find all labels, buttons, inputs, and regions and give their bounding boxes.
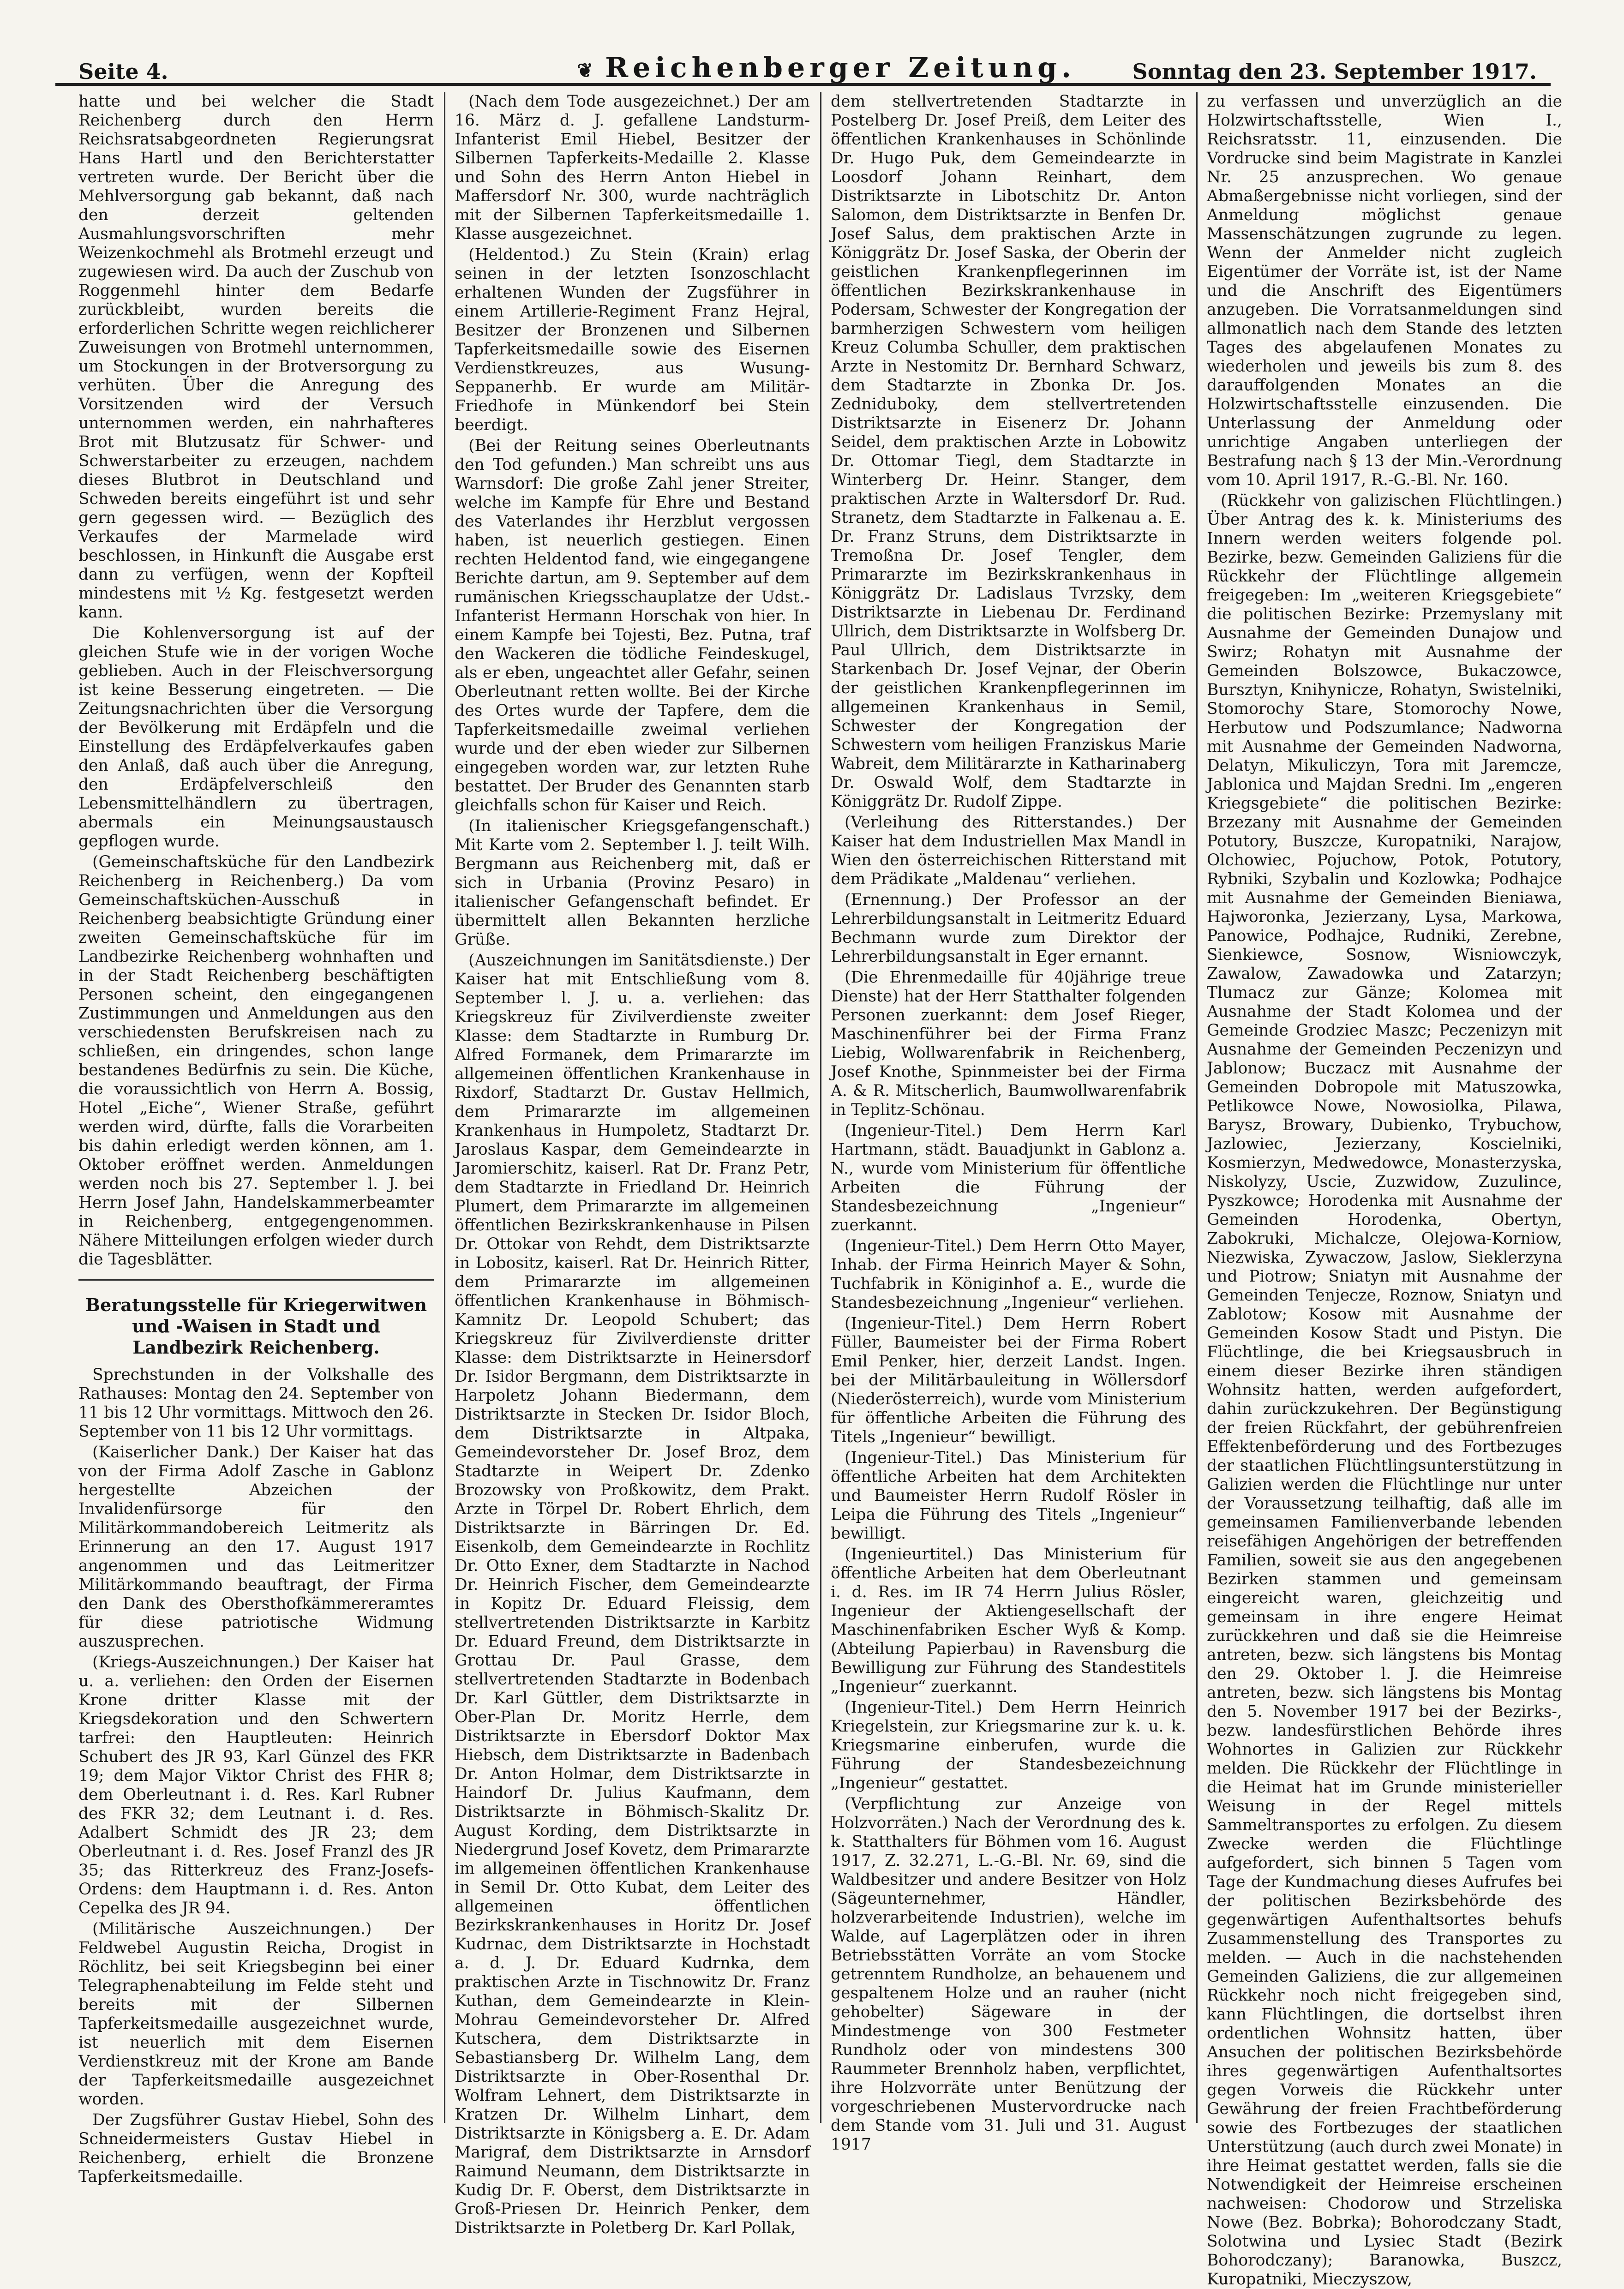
article-paragraph: (Verpflichtung zur Anzeige von Holzvorräten.) Nach der Verordnung des k. k. Statthalters für Böhmen vom 16. August 1917, Z. 32.271, L.-G.-Bl. Nr. 69, sind die Waldbesitzer und andere Besitzer von Holz (Sägeunternehmer, Händler, holzverarbeitende Industrien), welche im Walde, auf Lagerplätzen oder in ihren Betriebsstätten Vorräte an vom Stocke getrenntem Rundholze, an behauenem und gespaltenem Holze und an rauher (nicht gehobelter) Sägeware in der Mindestmenge von 300 Festmeter Rundholz oder von mindestens 300 Raummeter Brennholz haben, verpflichtet, ihre Holzvorräte unter Benützung der vorgeschriebenen Mustervordrucke nach dem Stande vom 31. Juli und 31. August 1917 (831, 1795, 1186, 2154)
article-paragraph: hatte und bei welcher die Stadt Reichenberg durch den Herrn Reichsratsabgeordneten Regierungsrat Hans Hartl und den Berichterstatter vertreten wurde. Der Bericht über die Mehlversorgung gab bekannt, daß nach den derzeit geltenden Ausmahlungsvorschriften mehr Weizenkochmehl als Brotmehl erzeugt und zugewiesen wird. Da auch der Zuschub von Roggenmehl hinter dem Bedarfe zurückbleibt, wurden bereits die erforderlichen Schritte wegen reichlicherer Zuweisungen von Brotmehl unternommen, um Stockungen in der Brotversorgung zu verhüten. Über die Anregung des Vorsitzenden wird der Versuch unternommen werden, ein nahrhafteres Brot mit Blutzusatz für Schwer- und Schwerstarbeiter zu erzeugen, nachdem dieses Blutbrot in Deutschland und Schweden bereits eingeführt ist und sehr gern gegessen wird. — Bezüglich des Verkaufes der Marmelade wird beschlossen, in Hinkunft die Ausgabe erst dann zu verfügen, wenn der Kopfteil mindestens mit ½ Kg. festgesetzt werden kann. (78, 92, 434, 622)
section-heading: Beratungsstelle für Kriegerwitwen und -Waisen in Stadt und Landbezirk Reichenberg. (78, 1279, 434, 1358)
column-divider (1196, 92, 1198, 2123)
article-paragraph: Sprechstunden in der Volkshalle des Rathauses: Montag den 24. September von 11 bis 12 Uhr vormittags. Mittwoch den 26. September von 11 bis 12 Uhr vormittags. (78, 1366, 434, 1441)
article-paragraph: (Militärische Auszeichnungen.) Der Feldwebel Augustin Reicha, Drogist in Röchlitz, bei seit Kriegsbeginn bei einer Telegraphenabteilung im Felde steht und bereits mit der Silbernen Tapferkeitsmedaille ausgezeichnet wurde, ist neuerlich mit dem Eisernen Verdienstkreuz mit der Krone am Bande der Tapferkeitsmedaille ausgezeichnet worden. (78, 1920, 434, 2109)
article-paragraph: (Auszeichnungen im Sanitätsdienste.) Der Kaiser hat mit Entschließung vom 8. September l. J. u. a. verliehen: das Kriegskreuz für Zivilverdienste zweiter Klasse: dem Stadtarzte in Rumburg Dr. Alfred Formanek, dem Primararzte im allgemeinen öffentlichen Krankenhause in Rixdorf, Stadtarzt Dr. Gustav Hellmich, dem Primararzte im allgemeinen Krankenhaus in Humpoletz, Stadtarzt Dr. Jaroslaus Kaspar, dem Gemeindearzte in Jaromierschitz, kaiserl. Rat Dr. Franz Petr, dem Stadtarzte in Friedland Dr. Heinrich Plumert, dem Primararzte im allgemeinen öffentlichen Bezirkskrankenhause in Pilsen Dr. Ottokar von Rehdt, dem Distriktsarzte in Lobositz, kaiserl. Rat Dr. Heinrich Ritter, dem Primararzte im allgemeinen öffentlichen Krankenhause in Böhmisch-Kamnitz Dr. Leopold Schubert; das Kriegskreuz für Zivilverdienste dritter Klasse: dem Distriktsarzte in Heinersdorf Dr. Isidor Bergmann, dem Distriktsarzte in Harpoletz Johann Biedermann, dem Distriktsarzte in Stecken Dr. Isidor Bloch, dem Distriktsarzte in Altpaka, Gemeindevorsteher Dr. Josef Broz, dem Stadtarzte in Weipert Dr. Zdenko Brozowsky von Proßkowitz, dem Prakt. Arzte in Törpel Dr. Robert Ehrlich, dem Distriktsarzte in Bärringen Dr. Ed. Eisenkolb, dem Gemeindearzte in Rochlitz Dr. Otto Exner, dem Stadtarzte in Nachod Dr. Heinrich Fischer, dem Gemeindearzte in Kopitz Dr. Eduard Fleissig, dem stellvertretenden Distriktsarzte in Karbitz Dr. Eduard Freund, dem Distriktsarzte in Grottau Dr. Paul Grasse, dem stellvertretenden Stadtarzte in Bodenbach Dr. Karl Güttler, dem Distriktsarzte in Ober-Plan Dr. Moritz Herrle, dem Distriktsarzte in Ebersdorf Doktor Max Hiebsch, dem Distriktsarzte in Badenbach Dr. Anton Holmar, dem Distriktsarzte in Haindorf Dr. Julius Kaufmann, dem Distriktsarzte in Böhmisch-Skalitz Dr. August Kording, dem Distriktsarzte in Niedergrund Josef Kovetz, dem Primararzte im allgemeinen öffentlichen Krankenhause in Semil Dr. Otto Kubat, dem Leiter des allgemeinen öffentlichen Bezirkskrankenhauses in Horitz Dr. Josef Kudrnac, dem Distriktsarzte in Hochstadt a. d. J. Dr. Eduard Kudrnka, dem praktischen Arzte in Tischnowitz Dr. Franz Kuthan, dem Gemeindearzte in Klein-Mohrau Gemeindevorsteher Dr. Alfred Kutschera, dem Distriktsarzte in Sebastiansberg Dr. Wilhelm Lang, dem Distriktsarzte in Ober-Rosenthal Dr. Wolfram Lehnert, dem Distriktsarzte in Kratzen Dr. Wilhelm Linhart, dem Distriktsarzte in Königsberg a. E. Dr. Adam Marigraf, dem Distriktsarzte in Arnsdorf Raimund Neumann, dem Distriktsarzte in Kudig Dr. F. Oberst, dem Distriktsarzte in Groß-Priesen Dr. Heinrich Penker, dem Distriktsarzte in Poletberg Dr. Karl Pollak, (455, 951, 810, 2237)
article-paragraph: (Nach dem Tode ausgezeichnet.) Der am 16. März d. J. gefallene Landsturm-Infanterist Emil Hiebel, Besitzer der Silbernen Tapferkeits-Medaille 2. Klasse und Sohn des Herrn Anton Hiebel in Maffersdorf Nr. 300, wurde nachträglich mit der Silbernen Tapferkeitsmedaille 1. Klasse ausgezeichnet. (455, 92, 810, 243)
column-divider (820, 92, 821, 2123)
newspaper-name: Reichenberger Zeitung. (605, 52, 1076, 84)
article-paragraph: zu verfassen und unverzüglich an die Holzwirtschaftsstelle, Wien I., Reichsratsstr. 11, einzusenden. Die Vordrucke sind beim Magistrate in Kanzlei Nr. 25 anzusprechen. Wo genaue Abmaßergebnisse nicht vorliegen, sind der Anmeldung möglichst genaue Massenschätzungen zugrunde zu legen. Wenn der Anmelder nicht zugleich Eigentümer der Vorräte ist, ist der Name und die Anschrift des Eigentümers anzugeben. Die Vorratsanmeldungen sind allmonatlich nach dem Stande des letzten Tages des abgelaufenen Monates zu wiederholen und jeweils bis zum 8. des darauffolgenden Monates an die Holzwirtschaftsstelle einzusenden. Die Unterlassung der Anmeldung oder unrichtige Angaben unterliegen der Bestrafung nach § 13 der Min.-Verordnung vom 10. April 1917, R.-G.-Bl. Nr. 160. (1207, 92, 1562, 489)
newspaper-title (577, 52, 1076, 84)
masthead (55, 32, 1551, 86)
newspaper-page (55, 32, 1562, 2289)
article-paragraph: (Rückkehr von galizischen Flüchtlingen.) Über Antrag des k. k. Ministeriums des Innern werden weiters folgende pol. Bezirke, bezw. Gemeinden Galiziens für die Rückkehr der Flüchtlinge allgemein freigegeben: Im „weiteren Kriegsgebiete“ die politischen Bezirke: Przemyslany mit Ausnahme der Gemeinden Dunajow und Swirz; Rohatyn mit Ausnahme der Gemeinden Bolszowce, Bukaczowce, Bursztyn, Knihynicze, Rohatyn, Swistelniki, Stomorochy Stare, Stomorochy Nowe, Herbutow und Podszumlance; Nadworna mit Ausnahme der Gemeinden Nadworna, Delatyn, Mikuliczyn, Tora mit Jaremcze, Jablonica und Majdan Sredni. Im „engeren Kriegsgebiete“ die politischen Bezirke: Brzezany mit Ausnahme der Gemeinden Potutory, Buszcze, Kuropatniki, Narajow, Olchowiec, Pojuchow, Potok, Potutory, Rybniki, Szybalin und Kozlowka; Podhajce mit Ausnahme der Gemeinden Bieniawa, Hajworonka, Jezierzany, Lysa, Markowa, Panowice, Podhajce, Rudniki, Zerebne, Sienkiewce, Sosnow, Wisniowczyk, Zawalow, Zawadowka und Zatarzyn; Tlumacz zur Gänze; Kolomea mit Ausnahme der Stadt Kolomea und der Gemeinde Grodziec Maszc; Peczenizyn mit Ausnahme der Gemeinden Peczenizyn und Jablonow; Buczacz mit Ausnahme der Gemeinden Dobropole mit Matuszowka, Petlikowce Nowe, Nowosiolka, Pilawa, Barysz, Browary, Dubienko, Trybuchow, Jazlowiec, Jezierzany, Koscielniki, Kosmierzyn, Medwedowce, Monasterzyska, Niskolyzy, Uscie, Zuzwidow, Zuzulince, Pyszkowce; Horodenka mit Ausnahme der Gemeinden Horodenka, Obertyn, Zabokruki, Michalcze, Olejowa-Korniow, Niezwiska, Zywaczow, Jaslow, Sieklerzyna und Piotrow; Sniatyn mit Ausnahme der Gemeinden Tenjecze, Roznow, Sniatyn und Zablotow; Kosow mit Ausnahme der Gemeinden Kosow Stadt und Pistyn. Die Flüchtlinge, die bei Kriegsausbruch in einem dieser Bezirke ihren ständigen Wohnsitz hatten, werden aufgefordert, dahin zurückzukehren. Der Begünstigung der freien Rückfahrt, der gebührenfreien Effektenbeförderung und des Fortbezuges der staatlichen Flüchtlingsunterstützung in Galizien werden die Flüchtlinge nur unter der Voraussetzung teilhaftig, daß alle im gemeinsamen Familienverbande lebenden reisefähigen Angehörigen der betreffenden Familien, soweit sie aus den angegebenen Bezirken stammen und gemeinsam eingereicht waren, gleichzeitig und gemeinsam in ihre engere Heimat zurückkehren und daß sie die Heimreise antreten, bezw. sich längstens bis Montag den 29. Oktober l. J. die Heimreise antreten, bezw. sich längstens bis Montag den 5. November 1917 bei der Bezirks-, bezw. landesfürstlichen Behörde ihres Wohnortes in Galizien zur Rückkehr melden. Die Rückkehr der Flüchtlinge in die Heimat hat im Grunde ministerieller Weisung in der Regel mittels Sammeltransportes zu erfolgen. Zu diesem Zwecke werden die Flüchtlinge aufgefordert, sich binnen 5 Tagen vom Tage der Kundmachung dieses Aufrufes bei der politischen Bezirksbehörde des gegenwärtigen Aufenthaltsortes behufs Zusammenstellung des Transportes zu melden. — Auch in die nachstehenden Gemeinden Galiziens, die zur allgemeinen Rückkehr noch nicht freigegeben sind, kann Flüchtlingen, die dortselbst ihren ordentlichen Wohnsitz hatten, über Ansuchen der politischen Bezirksbehörde ihres gegenwärtigen Aufenthaltsortes gegen Vorweis die Rückkehr unter Gewährung der freien Frachtbeförderung sowie des Fortbezuges der staatlichen Unterstützung (auch durch zwei Monate) in ihre Heimat gestattet werden, falls sie die Notwendigkeit der Heimreise erscheinen nachweisen: Chodorow und Strzeliska Nowe (Bez. Bobrka); Bohorodczany Stadt, Solotwina und Lysiec Stadt (Bezirk Bohorodczany); Baranowka, Buszcz, Kuropatniki, Mieczyszow, (1207, 491, 1562, 2289)
article-paragraph: (Ingenieur-Titel.) Dem Herrn Otto Mayer, Inhab. der Firma Heinrich Mayer & Sohn, Tuchfabrik in Königinhof a. E., wurde die Standesbezeichnung „Ingenieur“ verliehen. (831, 1237, 1186, 1312)
article-paragraph: (Kaiserlicher Dank.) Der Kaiser hat das von der Firma Adolf Zasche in Gablonz hergestellte Abzeichen der Invalidenfürsorge für den Militärkommandobereich Leitmeritz als Erinnerung an den 17. August 1917 angenommen und das Leitmeritzer Militärkommando beauftragt, der Firma den Dank des Obersthofkämmereramtes für diese patriotische Widmung auszusprechen. (78, 1443, 434, 1651)
article-paragraph: (Kriegs-Auszeichnungen.) Der Kaiser hat u. a. verliehen: den Orden der Eisernen Krone dritter Klasse mit der Kriegsdekoration und den Schwertern tarfrei: den Hauptleuten: Heinrich Schubert des JR 93, Karl Günzel des FKR 19; dem Major Viktor Christ des FHR 8; dem Oberleutnant i. d. Res. Karl Rubner des FKR 32; dem Leutnant i. d. Res. Adalbert Schmidt des JR 23; dem Oberleutnant i. d. Res. Josef Franzl des JR 35; das Ritterkreuz des Franz-Josefs-Ordens: dem Hauptmann i. d. Res. Anton Cepelka des JR 94. (78, 1653, 434, 1917)
article-paragraph: (Ingenieur-Titel.) Dem Herrn Robert Füller, Baumeister bei der Firma Robert Emil Penker, hier, derzeit Landst. Ingen. bei der Militärbauleitung in Wöllersdorf (Niederösterreich), wurde vom Ministerium für öffentliche Arbeiten die Führung des Titels „Ingenieur“ bewilligt. (831, 1314, 1186, 1446)
article-paragraph: (Ernennung.) Der Professor an der Lehrerbildungsanstalt in Leitmeritz Eduard Bechmann wurde zum Direktor der Lehrerbildungsanstalt in Eger ernannt. (831, 891, 1186, 966)
article-paragraph: Der Zugsführer Gustav Hiebel, Sohn des Schneidermeisters Gustav Hiebel in Reichenberg, erhielt die Bronzene Tapferkeitsmedaille. (78, 2111, 434, 2186)
issue-date: Sonntag den 23. September 1917. (1132, 59, 1537, 84)
article-paragraph: (Ingenieurtitel.) Das Ministerium für öffentliche Arbeiten hat dem Oberleutnant i. d. Res. im IR 74 Herrn Julius Rösler, Ingenieur der Aktiengesellschaft der Maschinenfabriken Escher Wyß & Komp. (Abteilung Papierbau) in Ravensburg die Bewilligung zur Führung des Standestitels „Ingenieur“ zuerkannt. (831, 1545, 1186, 1696)
article-paragraph: (Heldentod.) Zu Stein (Krain) erlag seinen in der letzten Isonzoschlacht erhaltenen Wunden der Zugsführer in einem Artillerie-Regiment Franz Hejral, Besitzer der Bronzenen und Silbernen Tapferkeitsmedaille sowie des Eisernen Verdienstkreuzes, aus Wusung-Seppanerhb. Er wurde am Militär-Friedhofe in Münkendorf bei Stein beerdigt. (455, 246, 810, 434)
article-paragraph: (Ingenieur-Titel.) Dem Herrn Karl Hartmann, städt. Bauadjunkt in Gablonz a. N., wurde vom Ministerium für öffentliche Arbeiten die Führung der Standesbezeichnung „Ingenieur“ zuerkannt. (831, 1121, 1186, 1234)
column-1 (78, 92, 434, 2186)
article-paragraph: (Verleihung des Ritterstandes.) Der Kaiser hat dem Industriellen Max Mandl in Wien den österreichischen Ritterstand mit dem Prädikate „Maldenau“ verliehen. (831, 813, 1186, 888)
article-paragraph: dem stellvertretenden Stadtarzte in Postelberg Dr. Josef Preiß, dem Leiter des öffentlichen Krankenhauses in Schönlinde Dr. Hugo Puk, dem Gemeindearzte in Loosdorf Johann Reinhart, dem Distriktsarzte in Libotschitz Dr. Anton Salomon, dem Distriktsarzte in Benfen Dr. Josef Salus, dem praktischen Arzte in Königgrätz Dr. Josef Saska, der Oberin der geistlichen Krankenpflegerinnen im öffentlichen Bezirkskrankenhause in Podersam, Schwester der Kongregation der barmherzigen Schwestern vom heiligen Kreuz Columba Schuller, dem praktischen Arzte in Nestomitz Dr. Bernhard Schwarz, dem Stadtarzte in Zbonka Dr. Jos. Zedniduboky, dem stellvertretenden Distriktsarzte in Eisenerz Dr. Johann Seidel, dem praktischen Arzte in Lobowitz Dr. Ottomar Tiegl, dem Stadtarzte in Winterberg Dr. Heinr. Stanger, dem praktischen Arzte in Waltersdorf Dr. Rud. Stranetz, dem Stadtarzte in Falkenau a. E. Dr. Franz Struns, dem Distriktsarzte in Tremoßna Dr. Josef Tengler, dem Primararzte im Bezirkskrankenhaus in Königgrätz Dr. Ladislaus Tvrzsky, dem Distriktsarzte in Liebenau Dr. Ferdinand Ullrich, dem Distriktsarzte in Wolfsberg Dr. Paul Ullrich, dem Distriktsarzte in Starkenbach Dr. Josef Vejnar, der Oberin der geistlichen Krankenpflegerinnen im allgemeinen Krankenhaus in Semil, Schwester der Kongregation der Schwestern vom heiligen Franziskus Marie Wabreit, dem Militärarzte in Katharinaberg Dr. Oswald Wolf, dem Stadtarzte in Königgrätz Dr. Rudolf Zippe. (831, 92, 1186, 811)
column-3 (831, 92, 1186, 2154)
article-paragraph: (Die Ehrenmedaille für 40jährige treue Dienste) hat der Herr Statthalter folgenden Personen zuerkannt: dem Josef Rieger, Maschinenführer bei der Firma Franz Liebig, Wollwarenfabrik in Reichenberg, Josef Knothe, Spinnmeister bei der Firma A. & R. Mitscherlich, Baumwollwarenfabrik in Teplitz-Schönau. (831, 968, 1186, 1119)
article-paragraph: (Ingenieur-Titel.) Dem Herrn Heinrich Kriegelstein, zur Kriegsmarine zur k. u. k. Kriegsmarine einberufen, wurde die Führung der Standesbezeichnung „Ingenieur“ gestattet. (831, 1698, 1186, 1792)
article-paragraph: (In italienischer Kriegsgefangenschaft.) Mit Karte vom 2. September l. J. teilt Wilh. Bergmann aus Reichenberg mit, daß er sich in Urbania (Provinz Pesaro) in italienischer Gefangenschaft befindet. Er übermittelt allen Bekannten herzliche Grüße. (455, 817, 810, 949)
ornament-icon: ❦ (577, 59, 598, 82)
article-paragraph: Die Kohlenversorgung ist auf der gleichen Stufe wie in der vorigen Woche geblieben. Auch in der Fleischversorgung ist keine Besserung eingetreten. — Die Zeitungsnachrichten über die Versorgung der Bevölkerung mit Erdäpfeln und die Einstellung des Erdäpfelverkaufes gaben den Anlaß, daß auch über die Anregung, den Erdäpfelverschleiß den Lebensmittelhändlern zu übertragen, abermals ein Meinungsaustausch gepflogen wurde. (78, 624, 434, 851)
column-divider (444, 92, 445, 2123)
article-paragraph: (Bei der Reitung seines Oberleutnants den Tod gefunden.) Man schreibt uns aus Warnsdorf: Die große Zahl jener Streiter, welche im Kampfe für Ehre und Bestand des Vaterlandes ihr Herzblut vergossen haben, ist neuerlich gestiegen. Einen rechten Heldentod fand, wie eingegangene Berichte dartun, am 9. September auf dem rumänischen Kriegsschauplatze der Udst.-Infanterist Hermann Horschak von hier. In einem Kampfe bei Tojesti, Bez. Putna, traf den Wackeren die tödliche Feindeskugel, als er eben, ungeachtet aller Gefahr, seinen Oberleutnant retten wollte. Bei der Kirche des Ortes wurde der Tapfere, dem die Tapferkeitsmedaille zweimal verliehen wurde und der eben wieder zur Silbernen eingegeben worden war, zur letzten Ruhe bestattet. Der Bruder des Genannten starb gleichfalls schon für Kaiser und Reich. (455, 437, 810, 815)
column-2 (455, 92, 810, 2237)
article-paragraph: (Gemeinschaftsküche für den Landbezirk Reichenberg in Reichenberg.) Da vom Gemeinschaftsküchen-Ausschuß in Reichenberg beabsichtigte Gründung einer zweiten Gemeinschaftsküche für im Landbezirke Reichenberg wohnhaften und in der Stadt Reichenberg beschäftigten Personen scheint, den eingegangenen Zustimmungen und Anmeldungen aus den verschiedensten Berufskreisen nach zu schließen, ein dringendes, schon lange bestandenes Bedürfnis zu sein. Die Küche, die voraussichtlich von Herrn A. Bossig, Hotel „Eiche“, Wiener Straße, geführt werden wird, dürfte, falls die Vorarbeiten bis dahin erledigt werden können, am 1. Oktober eröffnet werden. Anmeldungen werden noch bis 27. September l. J. bei Herrn Josef Jahn, Handelskammerbeamter in Reichenberg, entgegengenommen. Nähere Mitteilungen erfolgen wieder durch die Tagesblätter. (78, 853, 434, 1269)
article-columns (55, 92, 1562, 2289)
article-paragraph: (Ingenieur-Titel.) Das Ministerium für öffentliche Arbeiten hat dem Architekten und Baumeister Herrn Rudolf Rösler in Leipa die Führung des Titels „Ingenieur“ bewilligt. (831, 1449, 1186, 1543)
column-4 (1207, 92, 1562, 2289)
page-number: Seite 4. (78, 59, 168, 84)
